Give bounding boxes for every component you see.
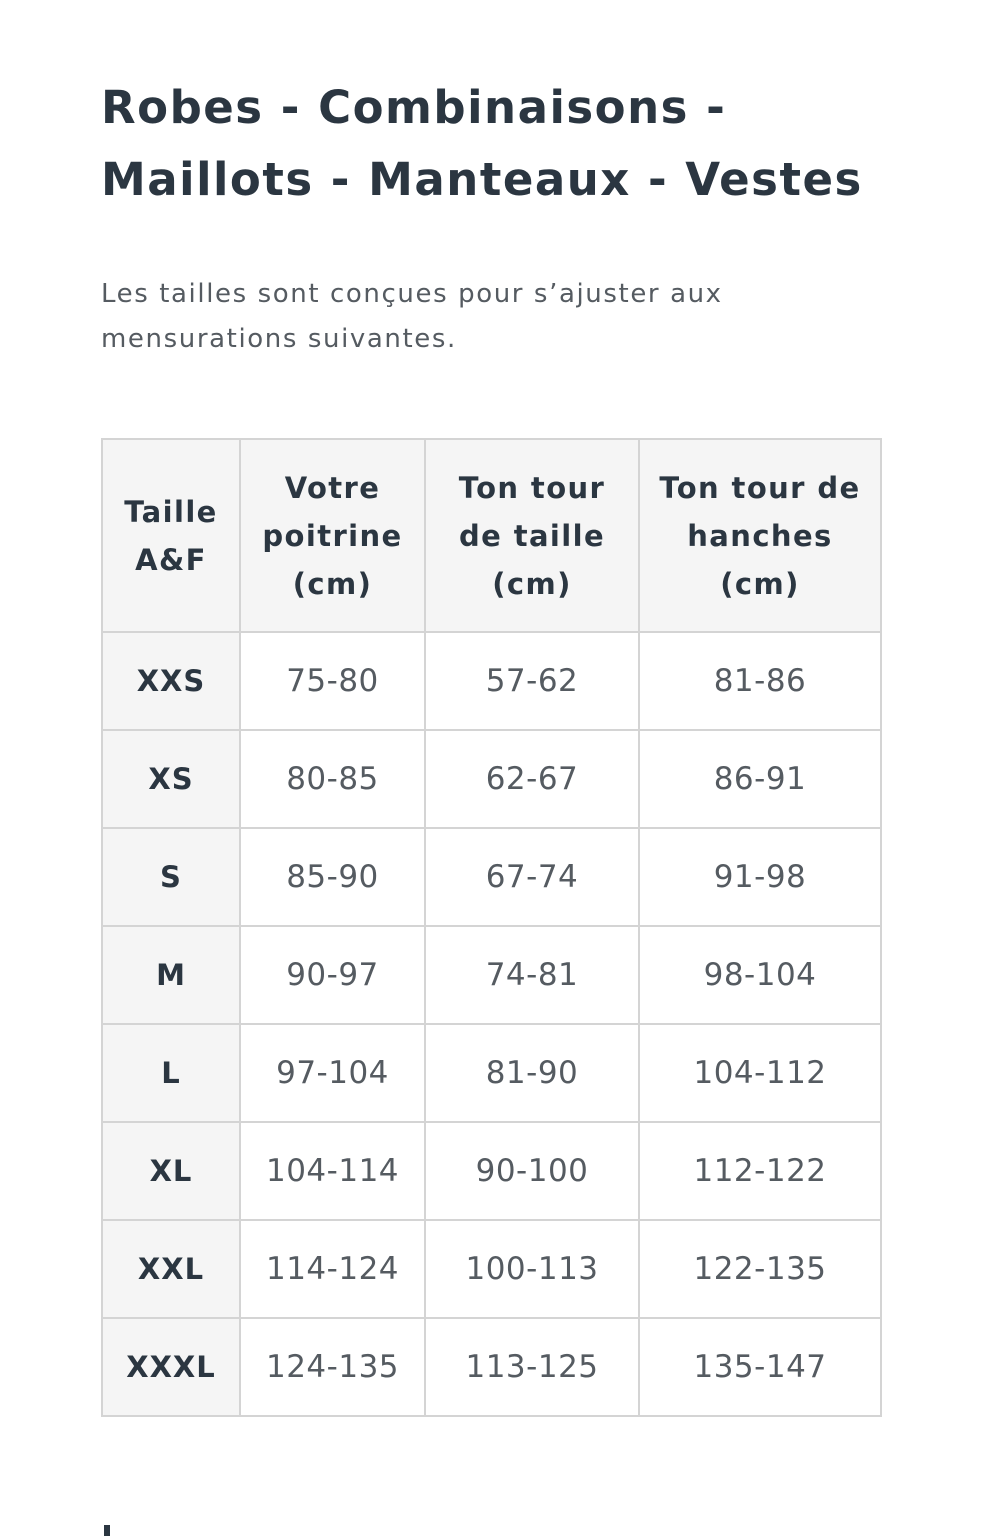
chest-value-cell: 75-80 bbox=[240, 632, 425, 730]
chest-value-cell: 97-104 bbox=[240, 1024, 425, 1122]
column-header-waist: Ton tour de taille (cm) bbox=[425, 439, 639, 632]
table-row bbox=[102, 1122, 881, 1220]
size-guide-description: Les tailles sont conçues pour s’ajuster aux mensurations suivantes. bbox=[101, 279, 723, 354]
table-row bbox=[102, 828, 881, 926]
table-row bbox=[102, 1024, 881, 1122]
waist-value-cell: 100-113 bbox=[425, 1220, 639, 1318]
chest-value-cell: 124-135 bbox=[240, 1318, 425, 1416]
chest-value-cell: 85-90 bbox=[240, 828, 425, 926]
chest-value-cell: 104-114 bbox=[240, 1122, 425, 1220]
chest-value-cell: 114-124 bbox=[240, 1220, 425, 1318]
hips-value-cell: 98-104 bbox=[639, 926, 881, 1024]
page-title: Robes - Combinaisons - Maillots - Manteaux - Vestes bbox=[101, 81, 863, 206]
column-header-hips: Ton tour de hanches (cm) bbox=[639, 439, 881, 632]
waist-value-cell: 67-74 bbox=[425, 828, 639, 926]
hips-value-cell: 104-112 bbox=[639, 1024, 881, 1122]
hips-value-cell: 91-98 bbox=[639, 828, 881, 926]
table-row bbox=[102, 926, 881, 1024]
size-label-cell: XS bbox=[102, 730, 240, 828]
table-row bbox=[102, 632, 881, 730]
column-header-chest: Votre poitrine (cm) bbox=[240, 439, 425, 632]
waist-value-cell: 81-90 bbox=[425, 1024, 639, 1122]
chest-value-cell: 90-97 bbox=[240, 926, 425, 1024]
size-chart-table bbox=[101, 438, 882, 1417]
table-row bbox=[102, 1318, 881, 1416]
waist-value-cell: 62-67 bbox=[425, 730, 639, 828]
hips-value-cell: 135-147 bbox=[639, 1318, 881, 1416]
size-label-cell: XXL bbox=[102, 1220, 240, 1318]
size-label-cell: M bbox=[102, 926, 240, 1024]
waist-value-cell: 113-125 bbox=[425, 1318, 639, 1416]
chest-value-cell: 80-85 bbox=[240, 730, 425, 828]
hips-value-cell: 86-91 bbox=[639, 730, 881, 828]
hips-value-cell: 81-86 bbox=[639, 632, 881, 730]
size-label-cell: XXS bbox=[102, 632, 240, 730]
next-section-heading-fragment bbox=[104, 1525, 110, 1536]
table-row bbox=[102, 730, 881, 828]
waist-value-cell: 90-100 bbox=[425, 1122, 639, 1220]
size-label-cell: L bbox=[102, 1024, 240, 1122]
waist-value-cell: 74-81 bbox=[425, 926, 639, 1024]
table-header-row bbox=[102, 439, 881, 632]
size-label-cell: S bbox=[102, 828, 240, 926]
size-label-cell: XXXL bbox=[102, 1318, 240, 1416]
size-label-cell: XL bbox=[102, 1122, 240, 1220]
waist-value-cell: 57-62 bbox=[425, 632, 639, 730]
hips-value-cell: 122-135 bbox=[639, 1220, 881, 1318]
table-row bbox=[102, 1220, 881, 1318]
hips-value-cell: 112-122 bbox=[639, 1122, 881, 1220]
column-header-size: Taille A&F bbox=[102, 439, 240, 632]
